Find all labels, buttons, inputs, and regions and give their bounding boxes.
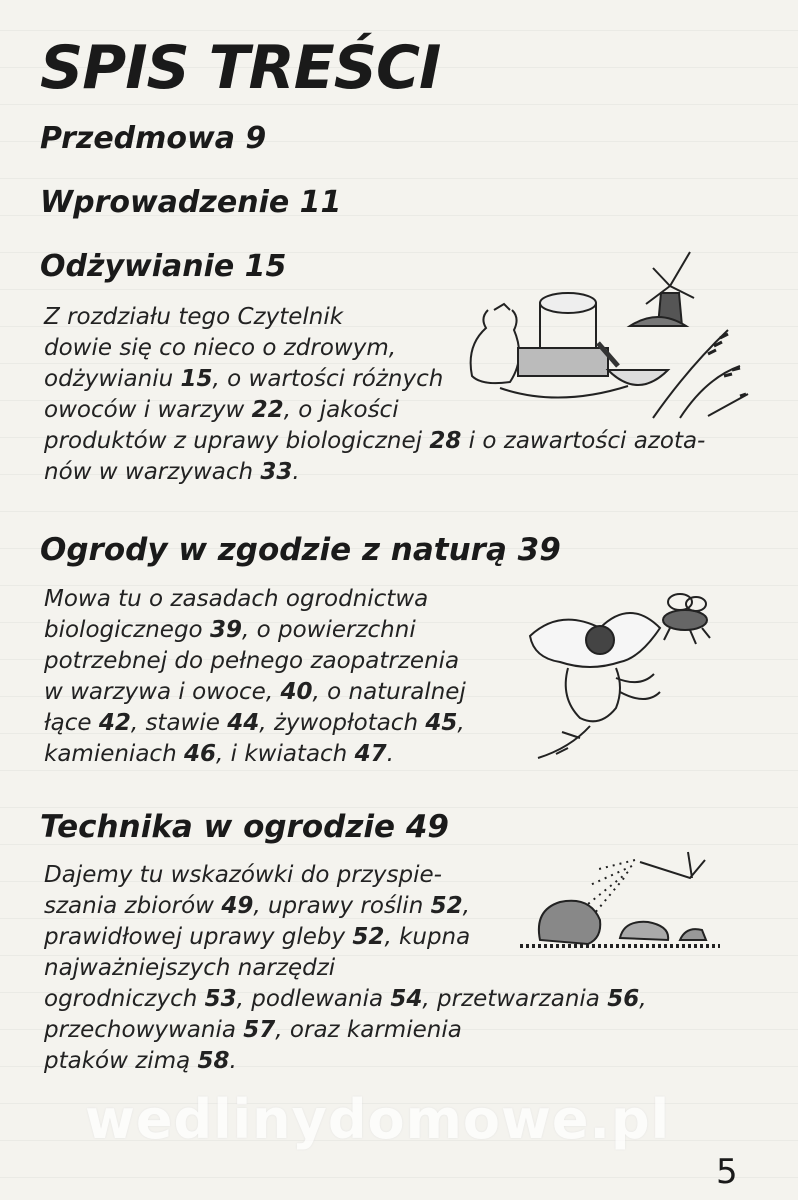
page-reference: 53 — [204, 986, 237, 1012]
text-segment: kamieniach — [44, 741, 184, 767]
page-reference: 52 — [352, 924, 385, 950]
text-segment: produktów z uprawy biologicznej — [44, 428, 430, 454]
text-segment: , o wartości różnych — [212, 366, 444, 392]
page-title: SPIS TREŚCI — [40, 33, 441, 103]
text-line — [44, 1046, 647, 1077]
text-segment: potrzebnej do pełnego zaopatrzenia — [44, 648, 460, 674]
chapter-title-technique: Technika w ogrodzie 49 — [40, 809, 449, 845]
text-segment: najważniejszych narzędzi — [44, 955, 336, 981]
text-line — [44, 708, 466, 739]
text-line — [44, 426, 705, 457]
text-segment: biologicznego — [44, 617, 210, 643]
page-reference: 44 — [227, 710, 260, 736]
text-segment: nów w warzywach — [44, 459, 261, 485]
text-segment: , — [462, 893, 470, 919]
text-segment: ptaków zimą — [44, 1048, 198, 1074]
text-segment: Z rozdziału tego Czytelnik — [44, 304, 344, 330]
page-reference: 15 — [180, 366, 213, 392]
text-segment: , i kwiatach — [215, 741, 355, 767]
text-segment: , kupna — [384, 924, 471, 950]
chapter-description-gardens — [44, 584, 466, 770]
chapter-title-nutrition: Odżywianie 15 — [40, 249, 287, 284]
text-segment: , o jakości — [283, 397, 399, 423]
text-segment: , o naturalnej — [312, 679, 466, 705]
text-segment: odżywianiu — [44, 366, 181, 392]
page-reference: 49 — [221, 893, 254, 919]
text-line — [44, 1015, 647, 1046]
chapter-title-preface: Przedmowa 9 — [40, 121, 267, 156]
text-segment: Mowa tu o zasadach ogrodnictwa — [44, 586, 429, 612]
text-segment: szania zbiorów — [44, 893, 222, 919]
page-reference: 22 — [251, 397, 284, 423]
text-line — [44, 646, 466, 677]
text-segment: . — [229, 1048, 237, 1074]
text-segment: . — [292, 459, 300, 485]
chapter-title-introduction: Wprowadzenie 11 — [40, 185, 342, 220]
page-reference: 33 — [260, 459, 293, 485]
text-segment: i o zawartości azota- — [461, 428, 706, 454]
page-reference: 46 — [183, 741, 216, 767]
page-reference: 42 — [98, 710, 131, 736]
text-segment: , przetwarzania — [422, 986, 608, 1012]
text-segment: dowie się co nieco o zdrowym, — [44, 335, 397, 361]
page-reference: 40 — [280, 679, 313, 705]
text-segment: w warzywa i owoce, — [44, 679, 281, 705]
text-line — [44, 615, 466, 646]
text-segment: , o powierzchni — [241, 617, 416, 643]
text-segment: ogrodniczych — [44, 986, 205, 1012]
page-reference: 54 — [390, 986, 423, 1012]
text-segment: prawidłowej uprawy gleby — [44, 924, 353, 950]
text-line — [44, 984, 647, 1015]
page-reference: 56 — [607, 986, 640, 1012]
page-reference: 57 — [243, 1017, 276, 1043]
text-line — [44, 739, 466, 770]
page-reference: 52 — [430, 893, 463, 919]
page-reference: 39 — [209, 617, 242, 643]
text-segment: , żywopłotach — [259, 710, 426, 736]
page-reference: 47 — [354, 741, 387, 767]
flower-bee-illustration — [520, 588, 725, 763]
garden-tools-illustration — [520, 840, 720, 955]
text-segment: łące — [44, 710, 99, 736]
text-segment: . — [386, 741, 394, 767]
page-reference: 45 — [425, 710, 458, 736]
text-line — [44, 953, 647, 984]
text-segment: , — [639, 986, 647, 1012]
text-line — [44, 457, 705, 488]
page-number: 5 — [716, 1152, 738, 1192]
text-segment: , podlewania — [236, 986, 391, 1012]
text-segment: , oraz karmienia — [275, 1017, 462, 1043]
text-segment: , uprawy roślin — [253, 893, 431, 919]
nutrition-illustration — [458, 248, 758, 423]
watermark: wedlinydomowe.pl — [85, 1088, 671, 1151]
text-segment: Dajemy tu wskazówki do przyspie- — [44, 862, 442, 888]
text-segment: owoców i warzyw — [44, 397, 252, 423]
text-segment: , stawie — [130, 710, 228, 736]
text-line — [44, 584, 466, 615]
text-line — [44, 677, 466, 708]
text-segment: , — [457, 710, 465, 736]
text-segment: przechowywania — [44, 1017, 244, 1043]
page-reference: 28 — [429, 428, 462, 454]
chapter-title-gardens: Ogrody w zgodzie z naturą 39 — [40, 532, 561, 568]
page-reference: 58 — [197, 1048, 230, 1074]
